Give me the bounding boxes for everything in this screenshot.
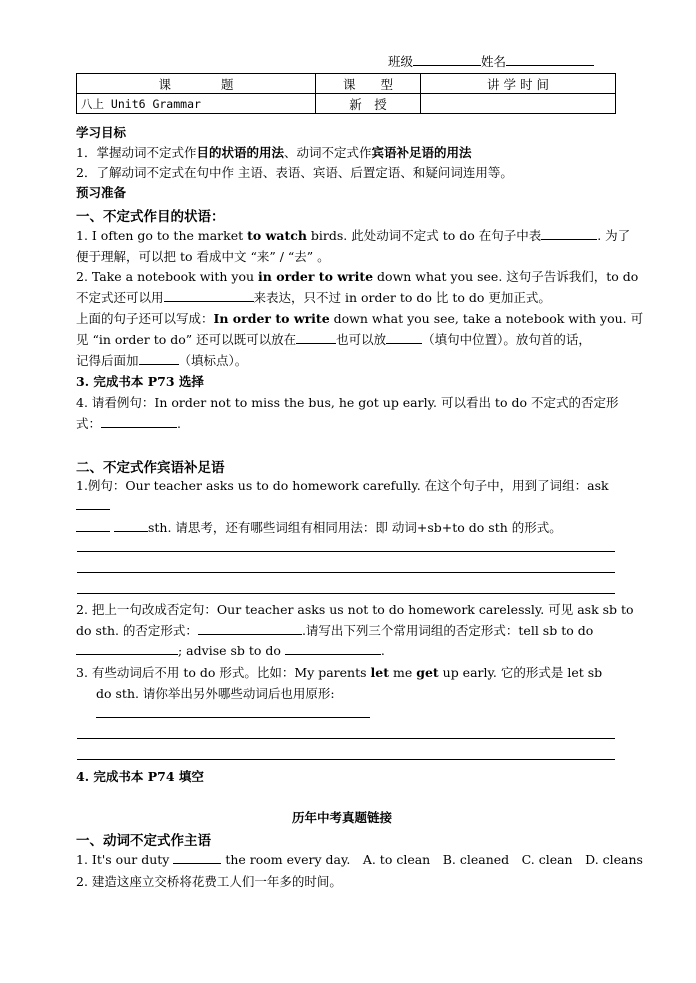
- answer-line[interactable]: [77, 572, 615, 573]
- s1-blank-3[interactable]: [296, 331, 336, 344]
- s1-para-2b: 不定式还可以用 来表达，只不过 in order to do 比 to do 更加正式。: [76, 290, 551, 305]
- exam-subtitle: 一、动词不定式作主语: [76, 833, 211, 849]
- s1-para-3b: 见 “in order to do” 还可以既可以放在 也可以放 （填句中位置）。放句首的话，: [76, 332, 591, 347]
- s2-blank-1[interactable]: [76, 497, 110, 513]
- prep-title: 预习准备: [76, 185, 127, 200]
- s2-para-1: 1.例句：Our teacher asks us to do homework carefully. 在这个句子中，用到了词组：ask: [76, 478, 609, 493]
- lesson-info-table: [76, 73, 616, 114]
- s2-task-4: 4. 完成书本 P74 填空: [76, 769, 204, 784]
- table-cell-topic: 八上 Unit6 Grammar: [77, 94, 316, 114]
- table-cell-type: 新 授: [316, 94, 421, 114]
- s2-para-2b: do sth. 的否定形式： .请写出下列三个常用词组的否定形式：tell sb to do: [76, 623, 594, 638]
- s2-blank-6[interactable]: [285, 642, 381, 655]
- s2-para-3b: do sth. 请你举出另外哪些动词后也用原形:: [96, 686, 335, 701]
- s1-para-1b: 便于理解，可以把 to 看成中文 “来” / “去” 。: [76, 249, 330, 264]
- s1-para-5b: 式： .: [76, 416, 181, 431]
- s1-blank-5[interactable]: [139, 352, 179, 365]
- name-blank[interactable]: [506, 53, 594, 66]
- section-1-title: 一、不定式作目的状语：: [76, 209, 225, 225]
- table-header-topic: 课 题: [77, 74, 316, 94]
- answer-line[interactable]: [77, 759, 615, 760]
- s2-para-2: 2. 把上一句改成否定句：Our teacher asks us not to do homework carelessly. 可见 ask sb to: [76, 602, 634, 617]
- section-2-title: 二、不定式作宾语补足语: [76, 460, 225, 476]
- answer-line[interactable]: [77, 593, 615, 594]
- answer-line-short[interactable]: [96, 717, 370, 718]
- goal-1: 1．掌握动词不定式作目的状语的用法、动词不定式作宾语补足语的用法: [76, 145, 472, 160]
- s2-para-1b: sth. 请思考，还有哪些词组有相同用法：即 动词+sb+to do sth 的形式。: [76, 518, 562, 536]
- s1-para-1: 1. I often go to the market to watch birds. 此处动词不定式 to do 在句子中表 . 为了: [76, 228, 631, 243]
- table-header-type: 课 型: [316, 74, 421, 94]
- answer-line[interactable]: [77, 738, 615, 739]
- s1-task-3: 3. 完成书本 P73 选择: [76, 374, 204, 389]
- s1-blank-4[interactable]: [386, 331, 422, 344]
- exam-title: 历年中考真题链接: [292, 810, 393, 825]
- s1-blank-1[interactable]: [541, 227, 597, 240]
- s1-para-3: 上面的句子还可以写成：In order to write down what you see, take a notebook with you. 可: [76, 311, 644, 326]
- s2-blank-3[interactable]: [114, 519, 148, 532]
- exam-question-2: 2. 建造这座立交桥将花费工人们一年多的时间。: [76, 874, 342, 889]
- s2-para-3: 3. 有些动词后不用 to do 形式。比如：My parents let me get up early. 它的形式是 let sb: [76, 665, 603, 680]
- s2-blank-5[interactable]: [76, 642, 178, 655]
- exam-blank-1[interactable]: [173, 851, 221, 864]
- goal-2: 2．了解动词不定式在句中作 主语、表语、宾语、后置定语、和疑问词连用等。: [76, 165, 513, 180]
- s2-blank-4[interactable]: [198, 622, 302, 635]
- s1-blank-2[interactable]: [164, 289, 254, 302]
- name-label: 姓名: [481, 54, 507, 69]
- class-blank[interactable]: [413, 53, 481, 66]
- s1-para-5: 4. 请看例句：In order not to miss the bus, he got up early. 可以看出 to do 不定式的否定形: [76, 395, 619, 410]
- s2-blank-2[interactable]: [76, 519, 110, 532]
- s1-para-2: 2. Take a notebook with you in order to write down what you see. 这句子告诉我们，to do: [76, 269, 639, 284]
- class-label: 班级 姓名: [388, 52, 594, 70]
- answer-line[interactable]: [77, 551, 615, 552]
- s1-blank-6[interactable]: [101, 415, 177, 428]
- table-header-time: 讲 学 时 间: [421, 74, 616, 94]
- goals-title: 学习目标: [76, 125, 127, 140]
- table-cell-time: [421, 94, 616, 114]
- s2-para-2c: ; advise sb to do .: [76, 642, 385, 658]
- exam-question-1: 1. It's our duty the room every day. A. to clean B. cleaned C. clean D. cleans: [76, 852, 643, 867]
- s1-para-3c: 记得后面加 （填标点）。: [76, 353, 248, 368]
